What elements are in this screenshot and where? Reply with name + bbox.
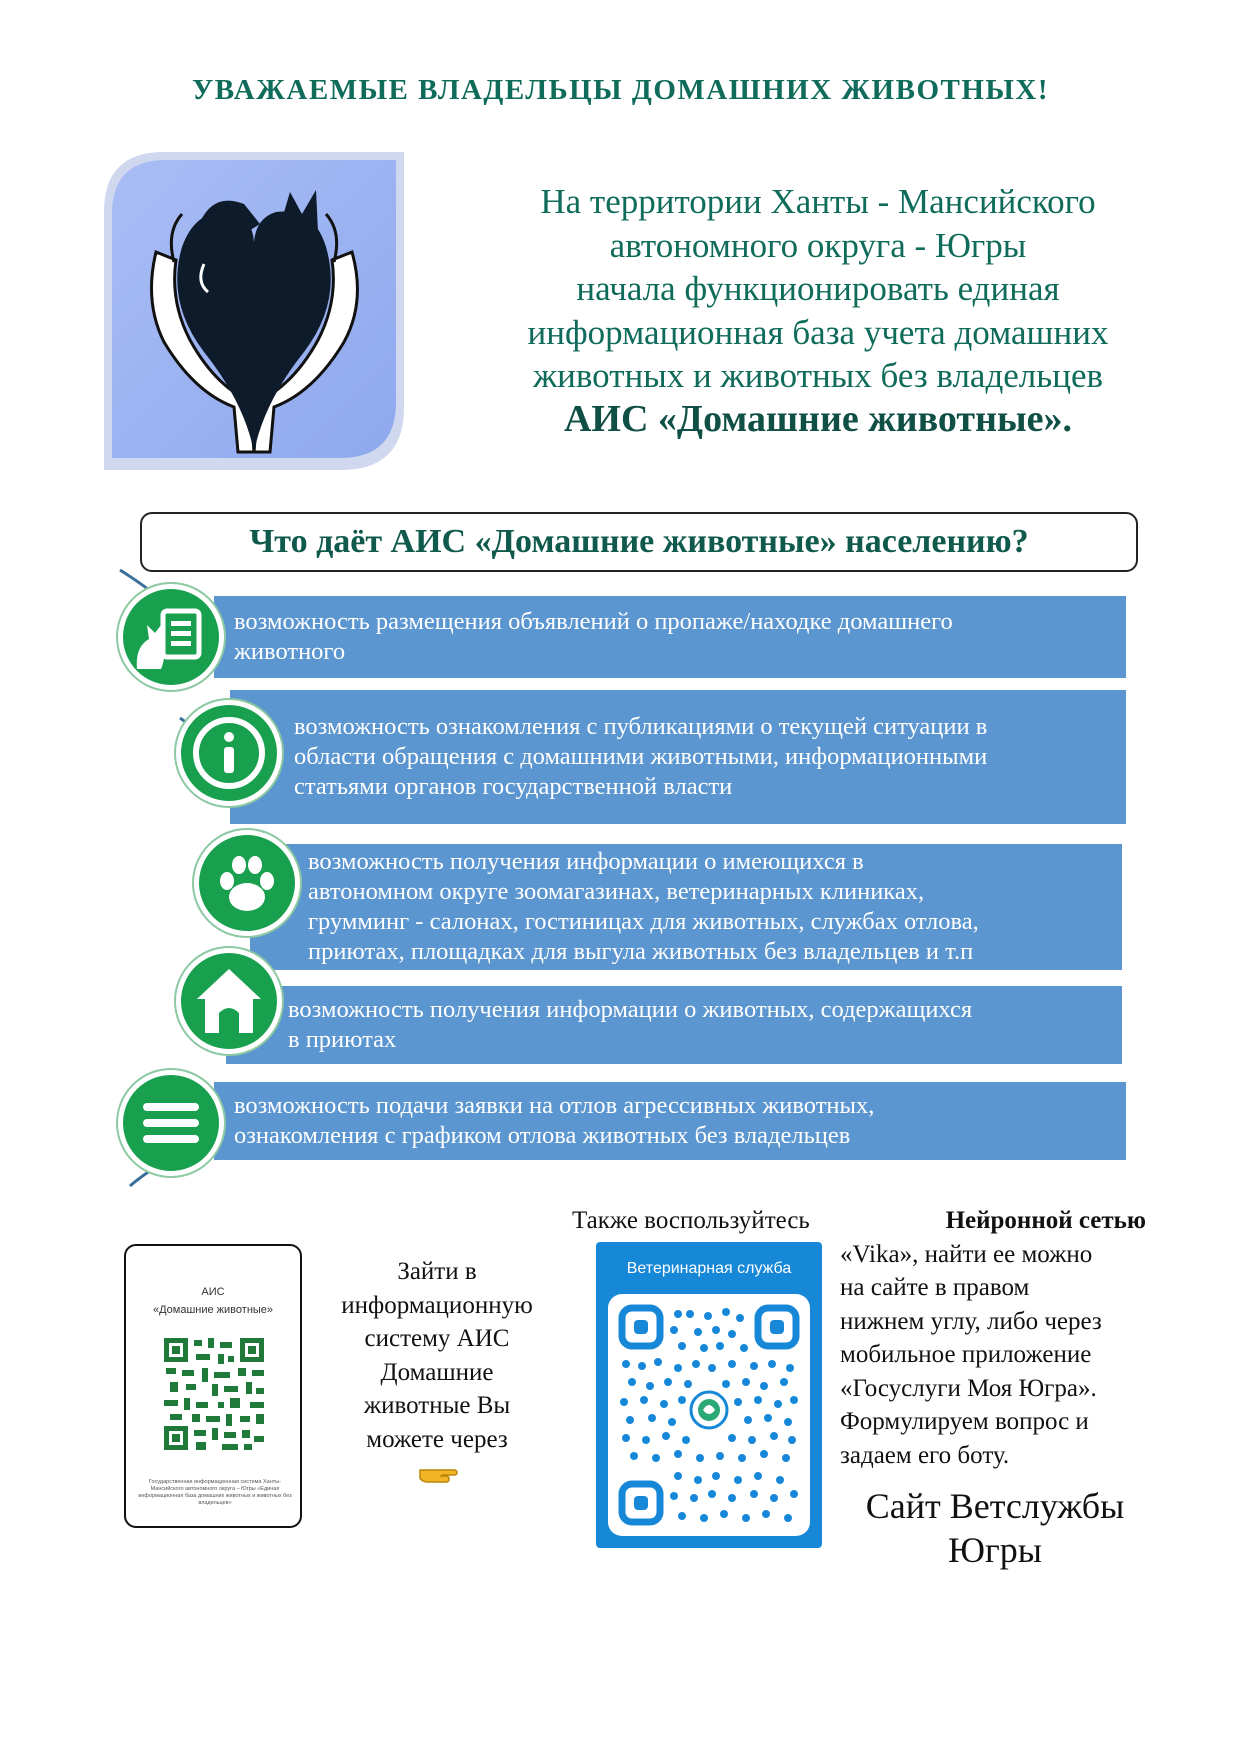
feature-item [214,1082,1126,1160]
vika-line: «Vika», найти ее можно [840,1240,1093,1268]
pet-document-icon [118,584,224,690]
paw-icon [194,830,300,936]
intro-line: информационная база учета домашних [527,312,1109,352]
info-icon [176,700,282,806]
vet-site-caption [840,1484,1150,1572]
vika-line: на сайте в правом [840,1274,1030,1301]
feature-item [250,844,1122,970]
vika-line: нижнем углу, либо через [840,1307,1102,1335]
feature-item [226,986,1122,1064]
vet-qr-code[interactable] [608,1294,810,1536]
pointing-hand-icon [418,1460,458,1495]
feature-line: возможность подачи заявки на отлов агрессивных животных, [234,1092,875,1119]
instruction-line: животные Вы [363,1392,511,1419]
ais-qr-code[interactable] [162,1336,266,1452]
pets-care-logo [104,152,404,470]
instruction-line: систему АИС [364,1325,510,1352]
intro-line: На территории Ханты - Мансийского [540,182,1096,221]
house-icon [176,948,282,1054]
card-title: АИС [201,1286,225,1298]
intro-line: животных и животных без владельцев [532,356,1104,395]
feature-line: ознакомления с графиком отлова животных без владельцев [234,1122,851,1149]
qr-instruction-text [318,1255,556,1456]
section-question: Что даёт АИС «Домашние животные» населению? [140,512,1138,572]
vika-line-text: Также воспользуйтесь [572,1207,810,1234]
feature-line: автономном округе зоомагазинах, ветеринарных клиниках, [308,878,925,905]
feature-line: статьями органов государственной власти [294,773,733,800]
instruction-line: можете через [366,1425,508,1453]
feature-line: области обращения с домашними животными, информационными [294,743,988,770]
vet-qr-title: Ветеринарная служба [626,1260,792,1277]
instruction-line: Домашние [380,1358,494,1386]
intro-text [488,180,1148,441]
instruction-line: Зайти в [397,1258,477,1285]
intro-system-name: АИС «Домашние животные». [563,397,1073,440]
caption-line: Югры [948,1530,1042,1570]
neural-network-name: Нейронной сетью [945,1207,1146,1234]
list-icon [118,1070,224,1176]
vika-line: мобильное приложение [840,1341,1092,1368]
card-footer: Государственная информационная система Ханты-Мансийского автономного округа – Югры «Единая информационная база домашних животных и животных без владельцев» [138,1479,292,1506]
feature-item [230,690,1126,824]
vika-first-line [572,1204,1146,1238]
feature-line: в приютах [288,1026,397,1053]
caption-line: Сайт Ветслужбы [865,1486,1125,1526]
card-subtitle: «Домашние животные» [152,1304,274,1316]
vika-line: «Госуслуги Моя Югра». [840,1374,1097,1402]
vika-line: Формулируем вопрос и [840,1408,1089,1435]
intro-line: автономного округа - Югры [609,225,1027,265]
instruction-line: информационную [341,1291,533,1319]
feature-line: возможность ознакомления с публикациями о текущей ситуации в [294,713,988,740]
feature-item [214,596,1126,678]
vet-service-qr[interactable] [596,1242,822,1548]
intro-line: начала функционировать единая [576,269,1060,308]
feature-line: возможность получения информации о животных, содержащихся [288,996,973,1023]
feature-line: возможность получения информации о имеющихся в [308,848,864,875]
vika-line: задаем его боту. [840,1441,1010,1469]
feature-line: возможность размещения объявлений о пропаже/находке домашнего [234,608,953,635]
feature-line: грумминг - салонах, гостиницах для животных, службах отлова, [308,908,979,935]
page-title: УВАЖАЕМЫЕ ВЛАДЕЛЬЦЫ ДОМАШНИХ ЖИВОТНЫХ! [192,74,1049,106]
feature-line: животного [234,638,346,665]
ais-qr-card [124,1244,302,1528]
feature-line: приютах, площадках для выгула животных без владельцев и т.п [308,938,974,965]
